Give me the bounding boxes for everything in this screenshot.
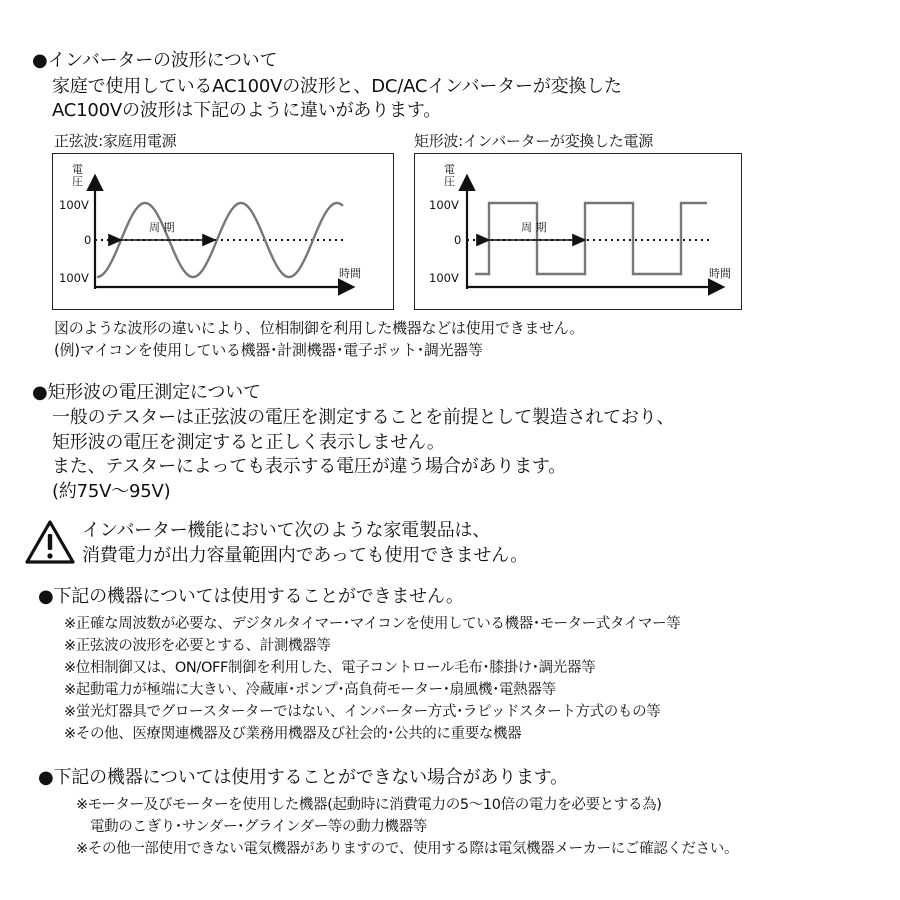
section-measure-text-1: 一般のテスターは正弦波の電圧を測定することを前提として製造されており、 (52, 407, 675, 428)
sine-x-label: 時間 (339, 267, 361, 280)
sine-period-label: 周 期 (149, 221, 175, 234)
section-waveform-heading: ●インバーターの波形について (32, 50, 278, 71)
prohibited-item-6: ※その他、医療関連機器及び業務用機器及び社会的･公共的に重要な機器 (64, 726, 522, 742)
prohibited-item-1: ※正確な周波数が必要な、デジタルタイマー･マイコンを使用している機器･モーター式タイマー等 (64, 616, 681, 632)
sine-tick-bottom: 100V (59, 271, 89, 285)
sine-tick-top: 100V (59, 198, 89, 212)
section-waveform-text-2: AC100Vの波形は下記のように違いがあります。 (52, 100, 441, 121)
section-measure-text-3: また、テスターによっても表示する電圧が違う場合があります。 (52, 456, 567, 477)
section-waveform-text-1: 家庭で使用しているAC100Vの波形と、DC/ACインバーターが変換した (52, 76, 622, 97)
prohibited-item-2: ※正弦波の波形を必要とする、計測機器等 (64, 638, 331, 654)
warning-icon (24, 519, 76, 565)
square-chart-caption: 矩形波:インバーターが変換した電源 (414, 132, 653, 150)
square-x-label: 時間 (709, 267, 731, 280)
square-y-label-2: 圧 (444, 175, 455, 188)
chart-note-1: 図のような波形の違いにより、位相制御を利用した機器などは使用できません。 (54, 319, 585, 337)
square-wave-chart (414, 153, 742, 310)
sine-tick-mid: 0 (84, 233, 92, 247)
restricted-item-1: ※モーター及びモーターを使用した機器(起動時に消費電力の5〜10倍の電力を必要とする為) (76, 797, 662, 813)
restricted-item-2: ※その他一部使用できない電気機器がありますので、使用する際は電気機器メーカーにご確認ください。 (76, 841, 739, 857)
section-restricted-heading: ●下記の機器については使用することができない場合があります。 (38, 767, 568, 788)
square-tick-top: 100V (429, 198, 459, 212)
sine-wave-chart (52, 153, 394, 310)
warning-text-2: 消費電力が出力容量範囲内であっても使用できません。 (82, 545, 528, 566)
square-wave-line (475, 203, 707, 274)
square-y-label-1: 電 (444, 163, 455, 176)
warning-text-1: インバーター機能において次のような家電製品は、 (82, 520, 491, 541)
square-tick-bottom: 100V (429, 271, 459, 285)
prohibited-item-5: ※蛍光灯器具でグロースターターではない、インバーター方式･ラピッドスタート方式のもの等 (64, 704, 661, 720)
prohibited-item-4: ※起動電力が極端に大きい、冷蔵庫･ポンプ･高負荷モーター･扇風機･電熱器等 (64, 682, 556, 698)
sine-chart-caption: 正弦波:家庭用電源 (54, 132, 177, 150)
section-prohibited-heading: ●下記の機器については使用することができません。 (38, 586, 464, 607)
chart-note-2: (例)マイコンを使用している機器･計測機器･電子ポット･調光器等 (54, 341, 483, 359)
restricted-item-1-continued: 電動のこぎり･サンダー･グラインダー等の動力機器等 (90, 819, 427, 835)
section-measure-heading: ●矩形波の電圧測定について (32, 382, 261, 403)
section-measure-text-4: (約75V〜95V) (52, 481, 171, 502)
sine-y-label-2: 圧 (72, 175, 83, 188)
section-measure-text-2: 矩形波の電圧を測定すると正しく表示しません。 (52, 432, 445, 453)
prohibited-item-3: ※位相制御又は、ON/OFF制御を利用した、電子コントロール毛布･膝掛け･調光器等 (64, 660, 596, 676)
square-period-label: 周 期 (521, 221, 547, 234)
square-tick-mid: 0 (454, 233, 462, 247)
sine-y-label-1: 電 (72, 163, 83, 176)
